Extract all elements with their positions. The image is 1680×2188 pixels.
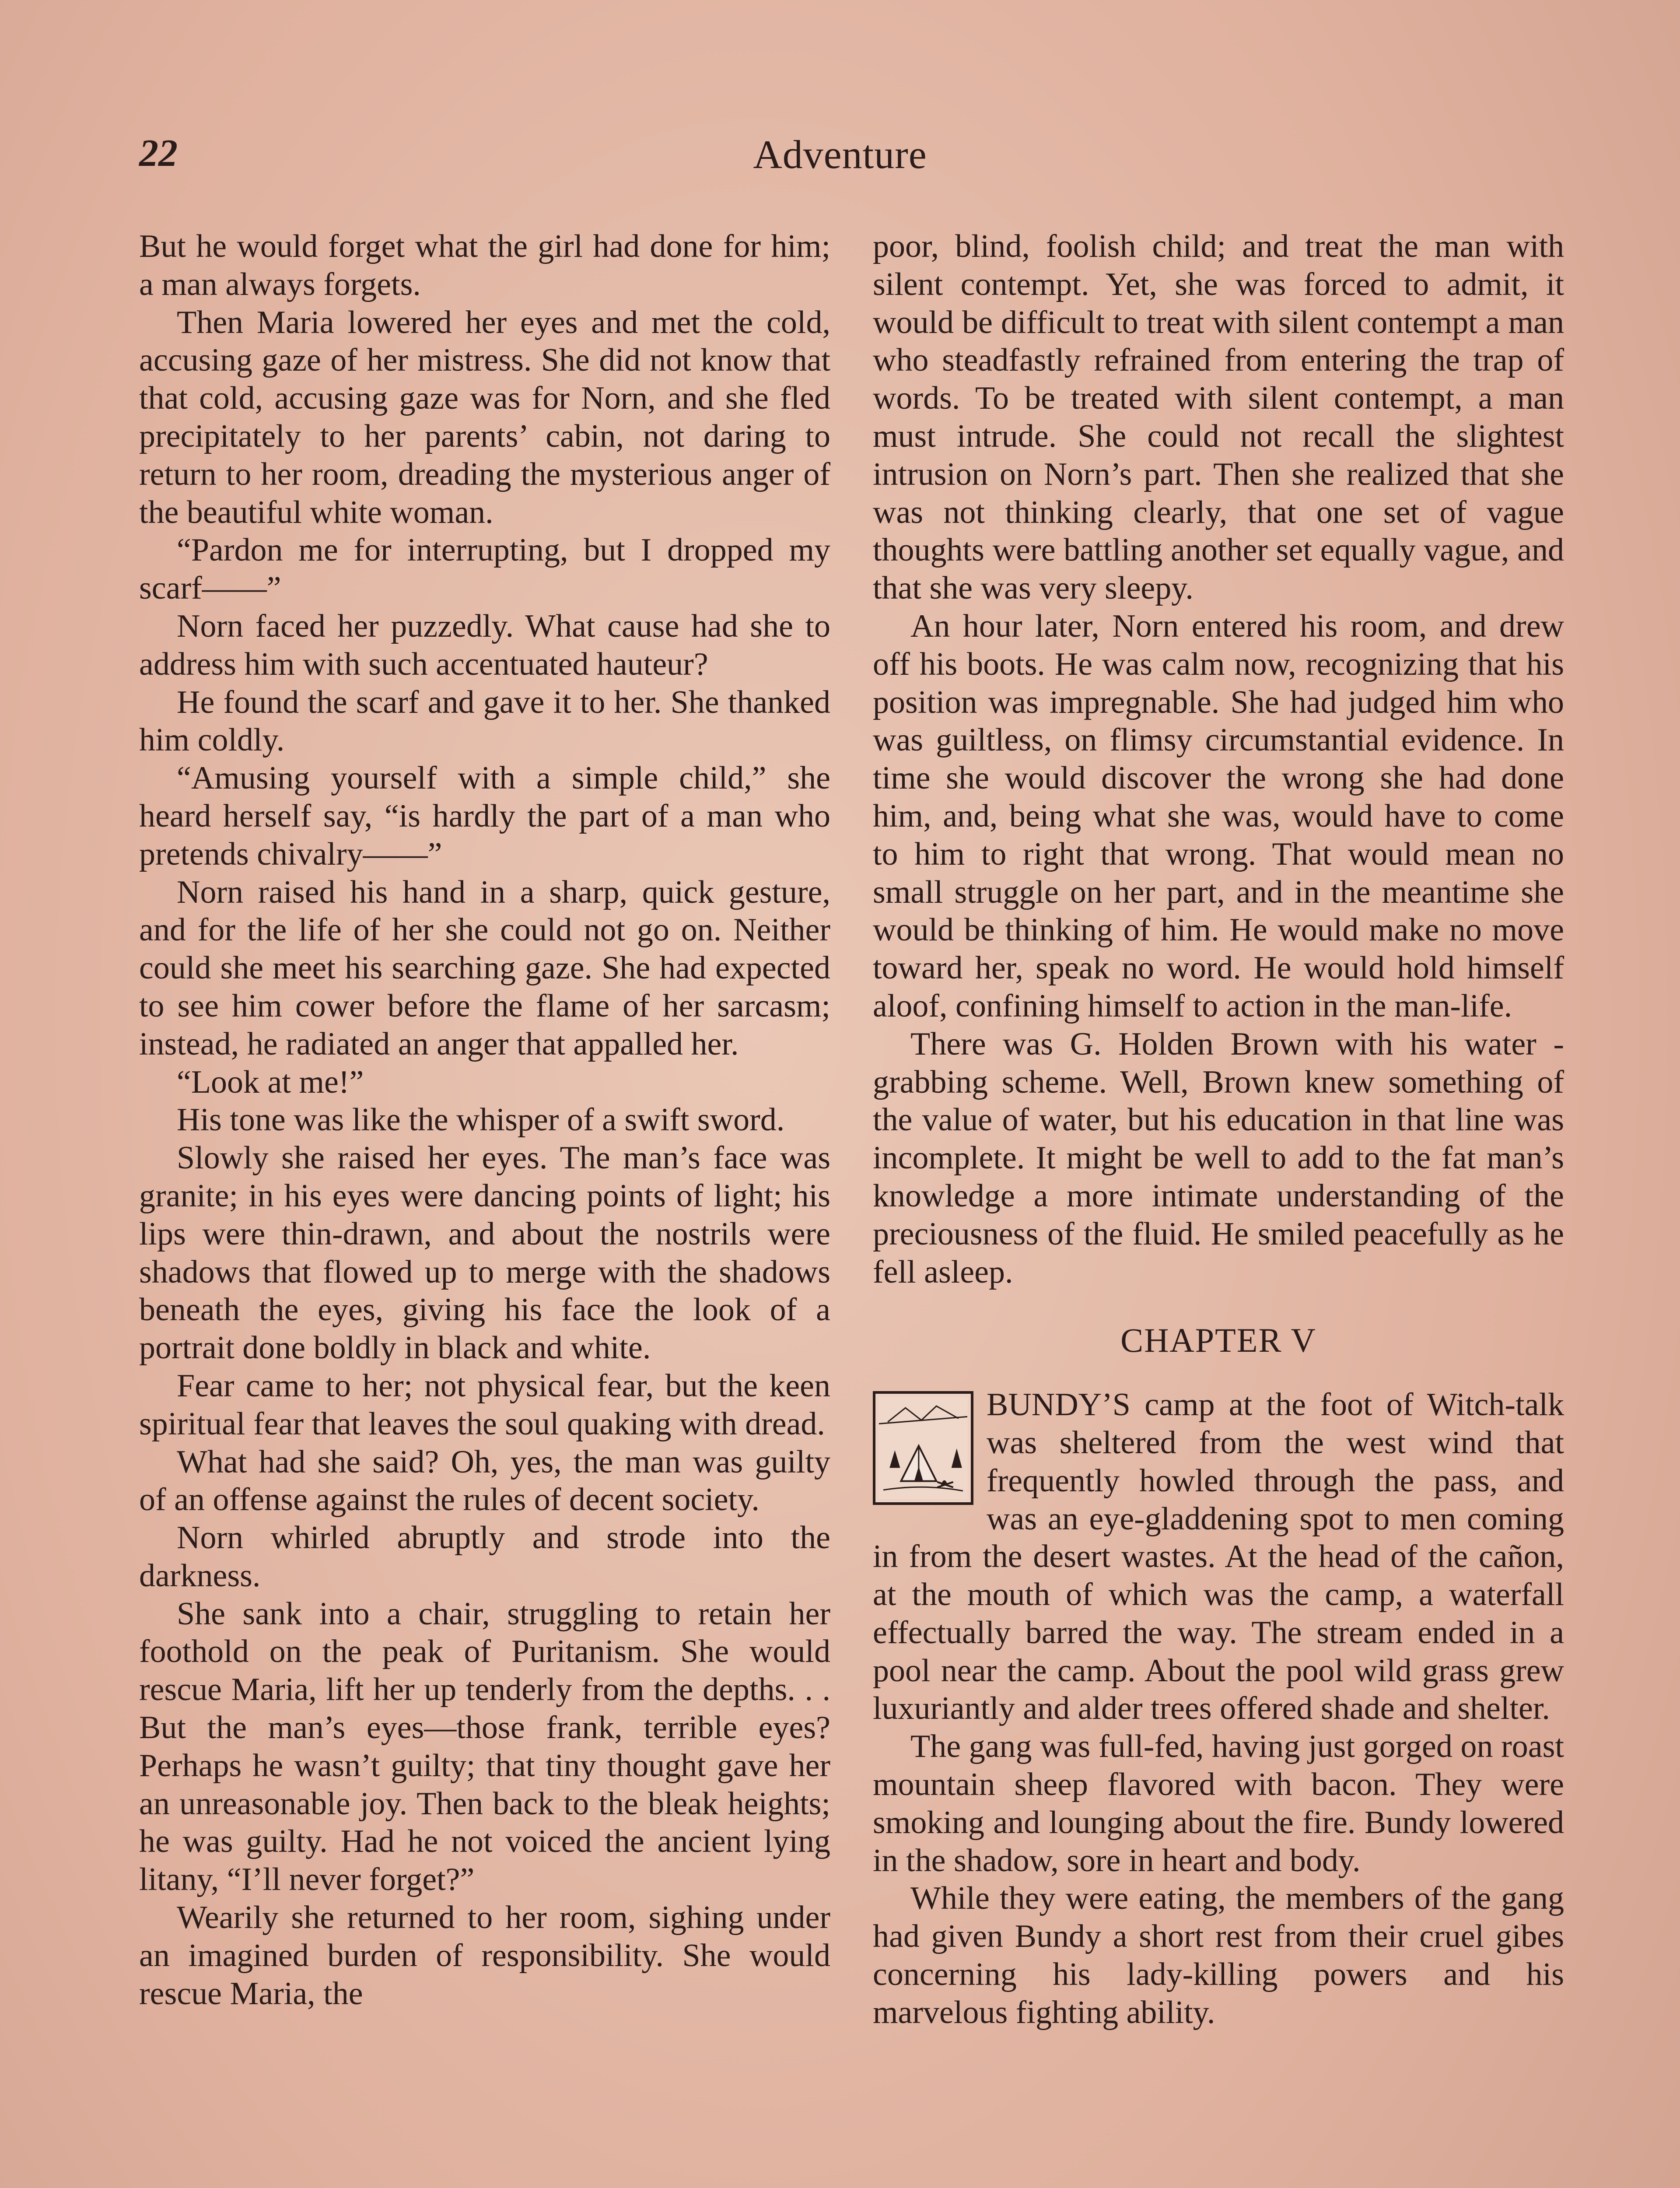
right-column xyxy=(873,228,1564,2032)
paragraph: There was G. Holden Brown with his water - grabbing scheme. Well, Brown knew something of the value of water, but his education in that line was incomplete. It might be well to add to the fat man’s knowledge a more intimate understanding of the preciousness of the fluid. He smiled peacefully as he fell asleep. xyxy=(873,1026,1564,1290)
paragraph: But he would forget what the girl had done for him; a man always forgets. xyxy=(139,228,830,302)
paragraph: “Look at me!” xyxy=(177,1064,364,1100)
paragraph: Fear came to her; not physical fear, but the keen spiritual fear that leaves the soul quaking with dread. xyxy=(139,1368,830,1442)
paragraph: Norn faced her puzzedly. What cause had she to address him with such accentuated hauteur? xyxy=(139,608,830,682)
left-column xyxy=(139,228,830,2013)
paragraph: “Amusing yourself with a simple child,” she heard herself say, “is hardly the part of a man who pretends chivalry——” xyxy=(139,760,830,872)
paragraph: He found the scarf and gave it to her. She thanked him coldly. xyxy=(139,684,830,758)
paragraph: Norn whirled abruptly and strode into the darkness. xyxy=(139,1520,830,1594)
paragraph: Then Maria lowered her eyes and met the cold, accusing gaze of her mistress. She did not know that that cold, accusing gaze was for Norn, and she fled precipitately to her parents’ cabin, not daring to return to her room, dreading the mysterious anger of the beautiful white woman. xyxy=(139,304,830,530)
paragraph: Slowly she raised her eyes. The man’s face was granite; in his eyes were dancing points of light; his lips were thin-drawn, and about the nostrils were shadows that flowed up to merge with the shadows beneath the eyes, giving his face the look of a portrait done boldly in black and white. xyxy=(139,1140,830,1366)
paragraph: “Pardon me for interrupting, but I dropped my scarf——” xyxy=(139,532,830,607)
paragraph: Wearily she returned to her room, sighing under an imagined burden of responsibility. She would rescue Maria, the xyxy=(139,1900,830,2012)
paragraph: Norn raised his hand in a sharp, quick gesture, and for the life of her she could not go on. Neither could she meet his searching gaze. She had expected to see him cower before the flame of her sarcasm; instead, he radiated an anger that appalled her. xyxy=(139,874,830,1062)
paragraph: The gang was full-fed, having just gorged on roast mountain sheep flavored with bacon. They were smoking and lounging about the fire. Bundy lowered in the shadow, sore in heart and body. xyxy=(873,1729,1564,1879)
paragraph: While they were eating, the members of the gang had given Bundy a short rest from their cruel gibes concerning his lady-killing powers and his marvelous fighting ability. xyxy=(873,1880,1564,2030)
chapter-opening xyxy=(873,1386,1564,1728)
paragraph: She sank into a chair, struggling to retain her foothold on the peak of Puritanism. She would rescue Maria, lift her up tenderly from the depths. . . But the man’s eyes—those frank, terrible eyes? Perhaps he wasn’t guilty; that tiny thought gave her an unreasonable joy. Then back to the bleak heights; he was guilty. Had he not voiced the ancient lying litany, “I’ll never forget?” xyxy=(139,1595,830,1898)
page-number: 22 xyxy=(139,132,178,175)
paragraph: BUNDY’S camp at the foot of Witch-talk was sheltered from the west wind that frequently howled through the pass, and was an eye-gladdening spot to men coming in from the desert wastes. At the head of the cañon, at the mouth of which was the camp, a waterfall effectually barred the way. The stream ended in a pool near the camp. About the pool wild grass grew luxuriantly and alder trees offered shade and shelter. xyxy=(873,1387,1564,1727)
paragraph: poor, blind, foolish child; and treat the man with silent contempt. Yet, she was forced to admit, it would be difficult to treat with silent contempt a man who steadfastly refrained from entering the trap of words. To be treated with silent contempt, a man must intrude. She could not recall the slightest intrusion on Norn’s part. Then she realized that she was not thinking clearly, that one set of vague thoughts were battling another set equally vague, and that she was very sleepy. xyxy=(873,228,1564,607)
chapter-heading: CHAPTER V xyxy=(1120,1321,1316,1360)
paragraph: His tone was like the whisper of a swift sword. xyxy=(177,1102,785,1138)
paragraph: What had she said? Oh, yes, the man was guilty of an offense against the rules of decent society. xyxy=(139,1444,830,1518)
running-head-title: Adventure xyxy=(753,132,927,177)
campfire-tent-illustration-icon xyxy=(873,1391,973,1505)
paragraph: An hour later, Norn entered his room, and drew off his boots. He was calm now, recognizing that his position was impregnable. She had judged him who was guiltless, on flimsy circumstantial evidence. In time she would discover the wrong she had done him, and, being what she was, would have to come to him to right that wrong. That would mean no small struggle on her part, and in the meantime she would be thinking of him. He would make no move toward her, speak no word. He would hold himself aloof, confining himself to action in the man-life. xyxy=(873,608,1564,1024)
